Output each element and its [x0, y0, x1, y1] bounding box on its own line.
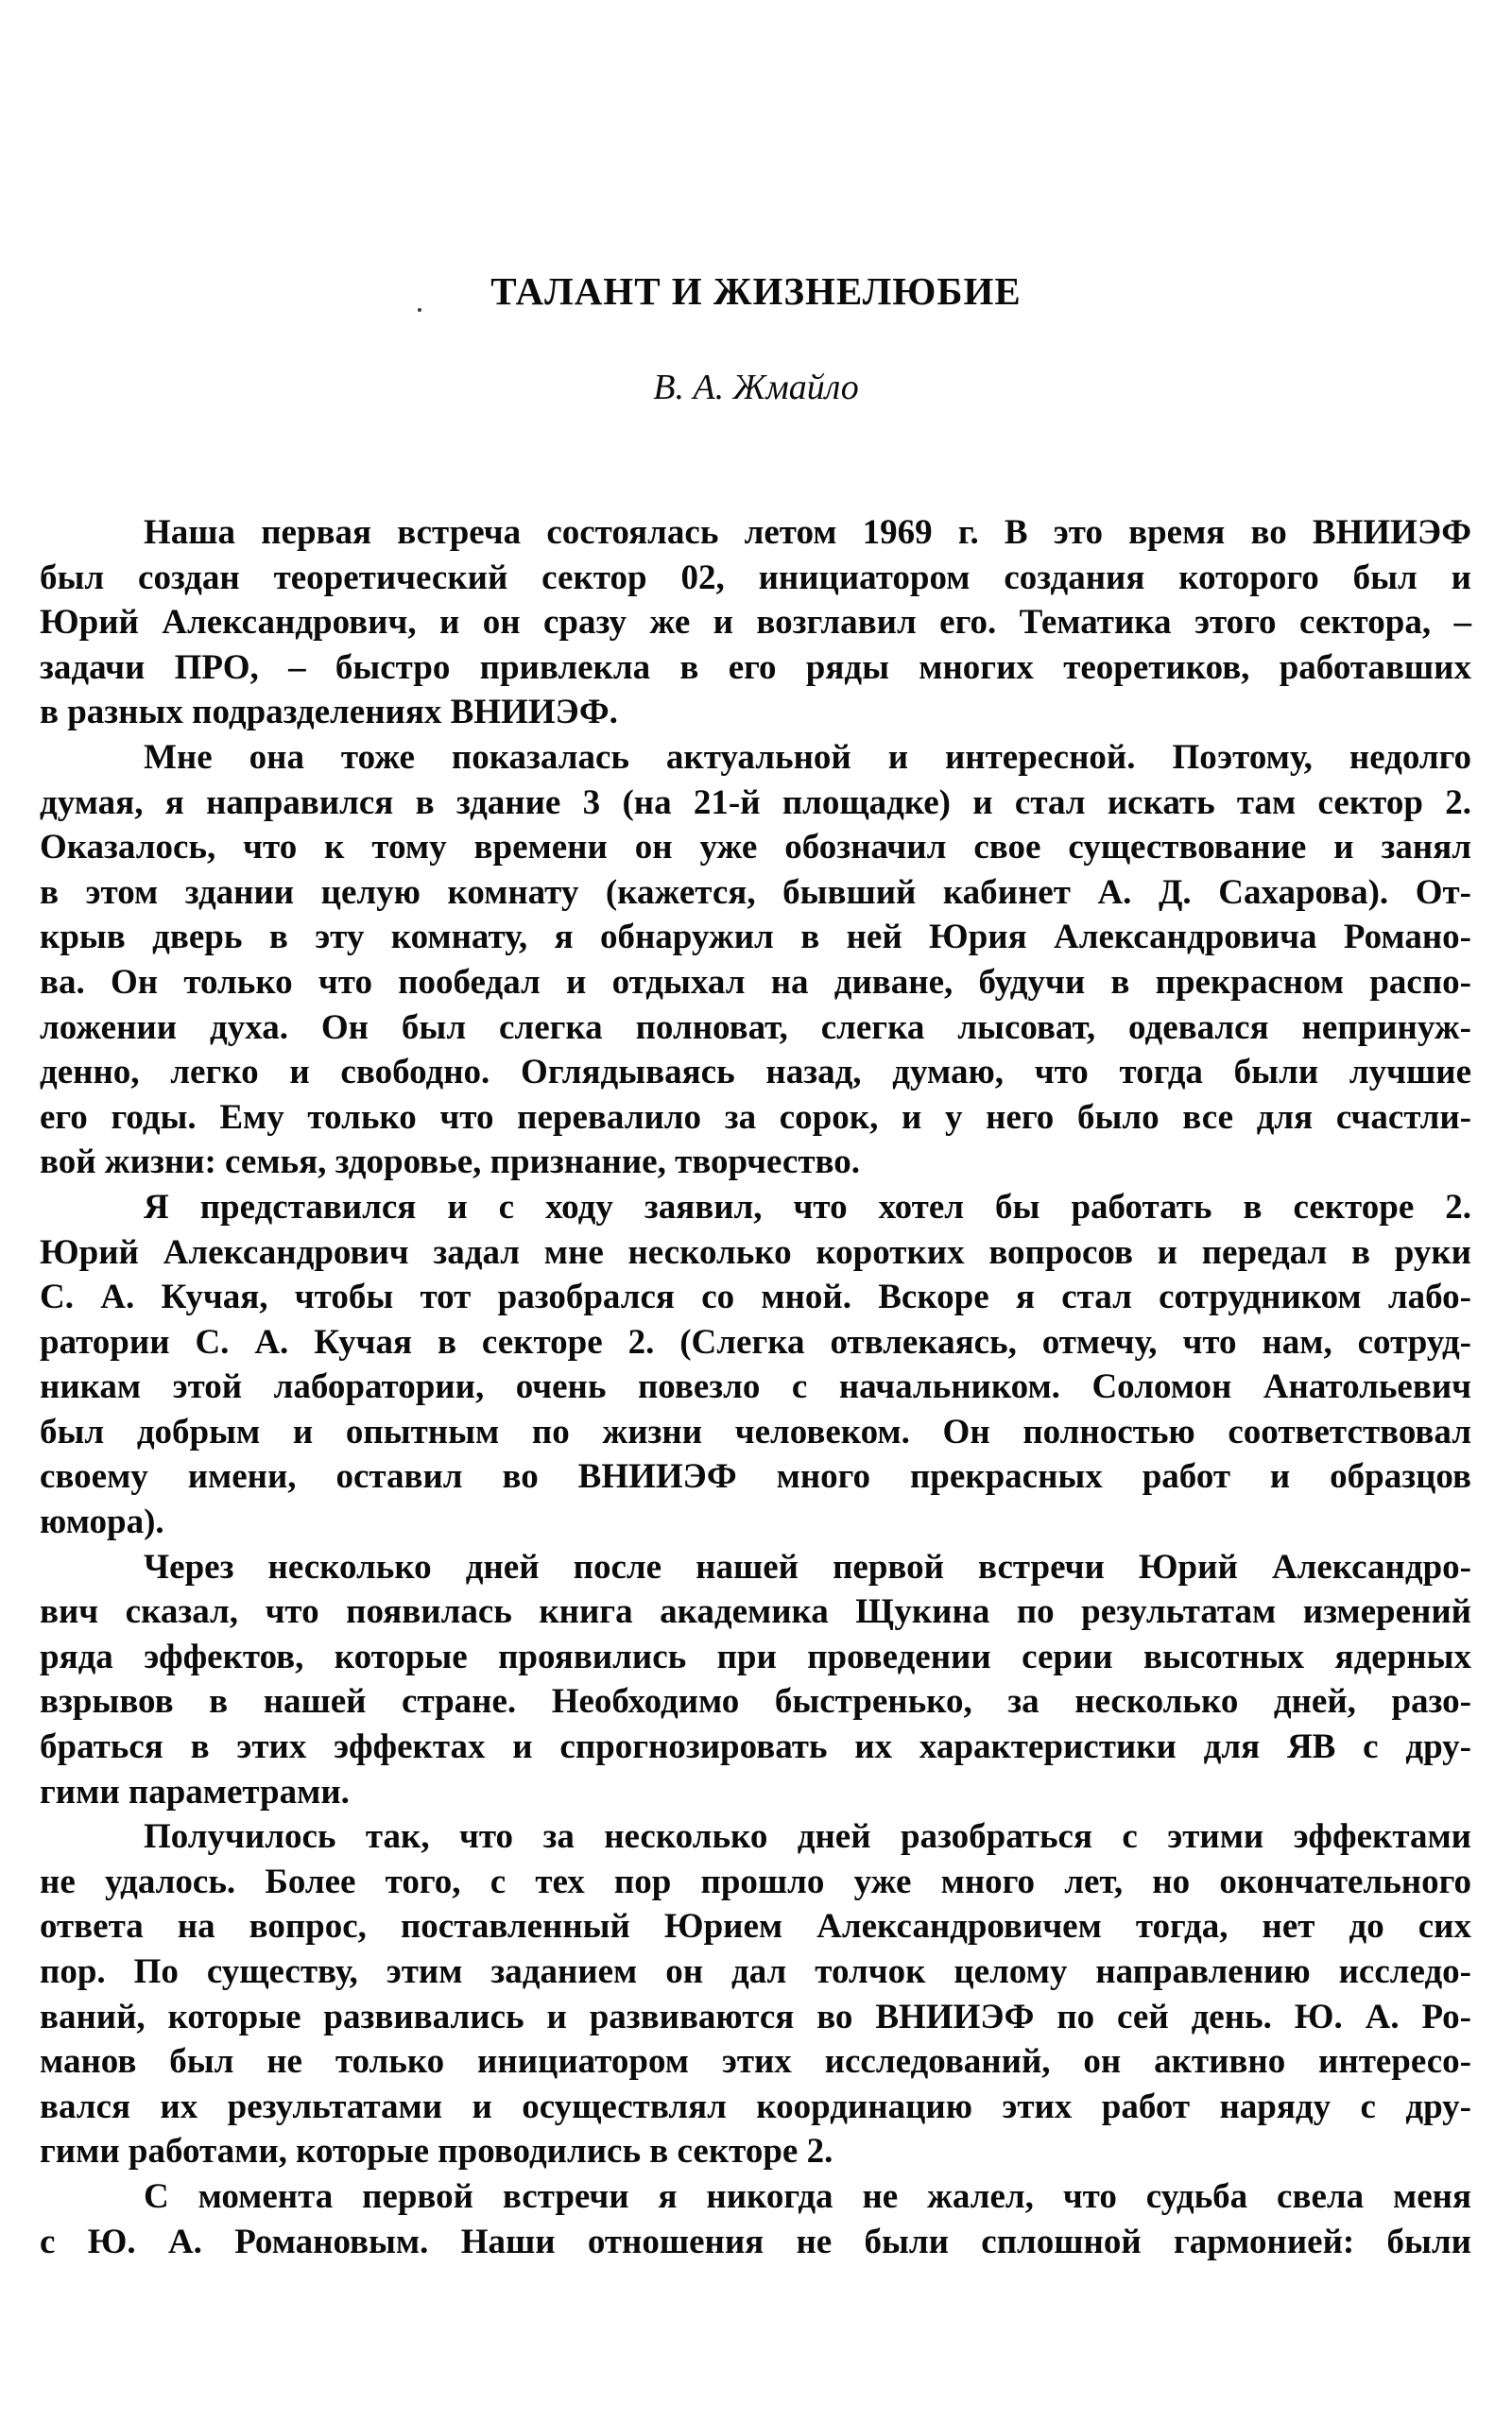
article-body — [40, 510, 1471, 2264]
paragraph — [40, 1545, 1471, 1815]
paragraph-line: вой жизни: семья, здоровье, признание, творчество. — [40, 1142, 860, 1182]
paragraph-line: задачи ПРО, – быстро привлекла в его ряды многих теоретиков, работавших — [40, 647, 1471, 687]
paragraph-line: в этом здании целую комнату (кажется, бывший кабинет А. Д. Сахарова). От- — [40, 872, 1471, 912]
paragraph-line: Юрий Александрович, и он сразу же и возглавил его. Тематика этого сектора, – — [40, 603, 1471, 643]
paragraph-line: Получилось так, что за несколько дней разобраться с этими эффектами — [144, 1817, 1471, 1857]
paragraph — [40, 1814, 1471, 2174]
paragraph-line: С момента первой встречи я никогда не жалел, что судьба свела меня — [144, 2176, 1471, 2216]
paragraph — [40, 510, 1471, 735]
paragraph-line: вался их результатами и осуществлял координацию этих работ наряду с дру- — [40, 2087, 1471, 2126]
paragraph-line: юмора). — [40, 1503, 164, 1542]
paragraph — [40, 2174, 1471, 2264]
paragraph-line: Оказалось, что к тому времени он уже обозначил свое существование и занял — [40, 828, 1471, 867]
paragraph-line: не удалось. Более того, с тех пор прошло уже много лет, но окончательного — [40, 1862, 1471, 1901]
paragraph-line: в разных подразделениях ВНИИЭФ. — [40, 693, 618, 732]
paragraph-line: взрывов в нашей стране. Необходимо быстренько, за несколько дней, разо- — [40, 1682, 1471, 1722]
paragraph-line: пор. По существу, этим заданием он дал толчок целому направлению исследо- — [40, 1952, 1471, 1991]
paragraph-line: крыв дверь в эту комнату, я обнаружил в ней Юрия Александровича Романо- — [40, 918, 1471, 957]
paragraph-line: ратории С. А. Кучая в секторе 2. (Слегка отвлекаясь, отмечу, что нам, сотруд- — [40, 1322, 1471, 1362]
paragraph-line: денно, легко и свободно. Оглядываясь назад, думаю, что тогда были лучшие — [40, 1053, 1471, 1092]
paragraph-line: Наша первая встреча состоялась летом 1969 г. В это время во ВНИИЭФ — [144, 513, 1471, 552]
paragraph-line: никам этой лаборатории, очень повезло с начальником. Соломон Анатольевич — [40, 1367, 1471, 1407]
paragraph-line: вич сказал, что появилась книга академика Щукина по результатам измерений — [40, 1592, 1471, 1632]
paragraph-line: был создан теоретический сектор 02, инициатором создания которого был и — [40, 558, 1471, 597]
article-author: В. А. Жмайло — [653, 368, 859, 407]
paragraph-line: ваний, которые развивались и развиваются во ВНИИЭФ по сей день. Ю. А. Ро- — [40, 1997, 1471, 2036]
paragraph-line: ва. Он только что пообедал и отдыхал на диване, будучи в прекрасном распо- — [40, 962, 1471, 1002]
paragraph-line: Через несколько дней после нашей первой встречи Юрий Александро- — [144, 1547, 1471, 1587]
paragraph-line: гими параметрами. — [40, 1772, 350, 1812]
paragraph-line: гими работами, которые проводились в секторе 2. — [40, 2132, 833, 2172]
paragraph — [40, 735, 1471, 1185]
paragraph-line: Юрий Александрович задал мне несколько коротких вопросов и передал в руки — [40, 1232, 1471, 1272]
paragraph-line: С. А. Кучая, чтобы тот разобрался со мной. Вскоре я стал сотрудником лабо- — [40, 1278, 1471, 1317]
article-title: ТАЛАНТ И ЖИЗНЕЛЮБИЕ — [490, 269, 1022, 313]
paragraph-line: Я представился и с ходу заявил, что хотел бы работать в секторе 2. — [144, 1187, 1471, 1227]
paragraph-line: своему имени, оставил во ВНИИЭФ много прекрасных работ и образцов — [40, 1457, 1471, 1497]
paragraph-line: думая, я направился в здание 3 (на 21-й площадке) и стал искать там сектор 2. — [40, 782, 1471, 822]
paragraph-line: с Ю. А. Романовым. Наши отношения не были сплошной гармонией: были — [40, 2222, 1471, 2261]
paragraph-line: был добрым и опытным по жизни человеком. Он полностью соответствовал — [40, 1412, 1471, 1451]
paragraph-line: Мне она тоже показалась актуальной и интересной. Поэтому, недолго — [144, 737, 1471, 777]
paragraph-line: ряда эффектов, которые проявились при проведении серии высотных ядерных — [40, 1637, 1471, 1676]
paragraph-line: ответа на вопрос, поставленный Юрием Александровичем тогда, нет до сих — [40, 1907, 1471, 1947]
paragraph-line: ложении духа. Он был слегка полноват, слегка лысоват, одевался непринуж- — [40, 1007, 1471, 1047]
paragraph — [40, 1185, 1471, 1545]
paragraph-line: его годы. Ему только что перевалило за сорок, и у него было все для счастли- — [40, 1097, 1471, 1137]
paragraph-line: браться в этих эффектах и спрогнозировать их характеристики для ЯВ с дру- — [40, 1727, 1471, 1767]
paragraph-line: манов был не только инициатором этих исследований, он активно интересо- — [40, 2042, 1471, 2082]
